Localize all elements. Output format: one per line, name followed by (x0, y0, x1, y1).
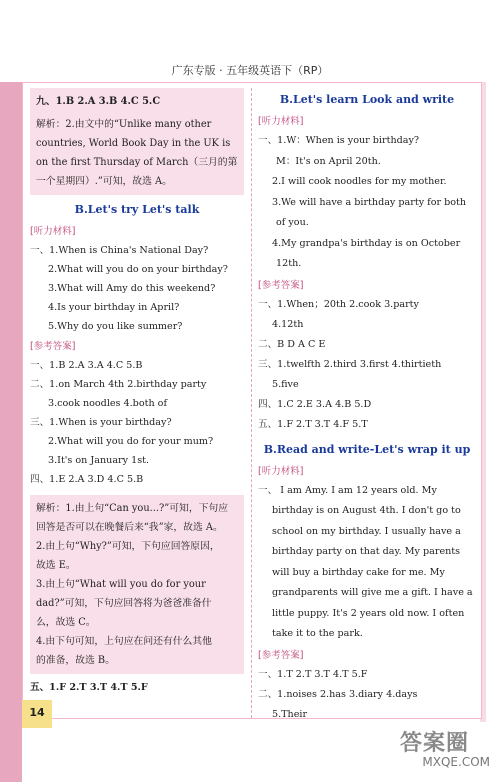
answer-label: [参考答案] (258, 649, 304, 661)
answer-line: 4.12th (272, 318, 304, 330)
answer-line: 一、1.When；20th 2.cook 3.party (258, 298, 419, 310)
explanation-line: 4.由下句可知，上句应在问还有什么其他 (36, 636, 212, 647)
explanation-line: 3.由上句“What will you do for your (36, 579, 206, 590)
passage-line: will buy a birthday cake for me. My (272, 566, 445, 578)
passage-line: little puppy. It's 2 years old now. I often (272, 607, 465, 619)
answer-nine: 九、1.B 2.A 3.B 4.C 5.C (36, 96, 161, 107)
explanation-line: 么，故选 C。 (36, 617, 96, 628)
listening-line: M：It's on April 20th. (276, 155, 381, 167)
answer-line: 二、B D A C E (258, 338, 326, 350)
left-column (30, 88, 244, 697)
listening-line: 5.Why do you like summer? (48, 321, 183, 332)
explanation-line: 2.由上句“Why?”可知，下句应回答原因， (36, 541, 220, 552)
answer-line: 二、1.on March 4th 2.birthday party (30, 379, 207, 390)
listening-line: 4.My grandpa's birthday is on October (272, 237, 461, 249)
answer-line: 三、1.When is your birthday? (30, 417, 172, 428)
answer-label: [参考答案] (258, 279, 304, 291)
answer-line: 二、1.noises 2.has 3.diary 4.days (258, 688, 418, 700)
section-title-lets-try: B.Let's try Let's talk (74, 203, 200, 216)
listening-line: 2.What will you do on your birthday? (48, 264, 228, 275)
passage-line: grandparents will give me a gift. I have a (272, 587, 473, 598)
passage-line: take it to the park. (272, 628, 363, 639)
explanation-line: countries, World Book Day in the UK is (36, 138, 231, 149)
listening-label: [听力材料] (258, 465, 304, 477)
listening-label: [听力材料] (258, 116, 304, 127)
section-title-lets-learn: B.Let's learn Look and write (279, 93, 455, 106)
explanation-line: 回答是否可以在晚餐后来“我”家，故选 A。 (36, 522, 223, 533)
page-header-title: 广东专版 · 五年级英语下（RP） (171, 64, 329, 77)
listening-line: of you. (276, 217, 309, 228)
explanation-box (30, 495, 244, 674)
explanation-line: 解析：1.由上句“Can you...?”可知，下句应 (36, 503, 229, 514)
listening-line: 一、1.When is China's National Day? (30, 245, 209, 256)
answer-line: 5.five (272, 378, 299, 390)
listening-line: 4.Is your birthday in April? (48, 302, 180, 313)
site-logo (400, 726, 494, 768)
answer-line: 五、1.F 2.T 3.T 4.F 5.T (258, 418, 368, 430)
passage-line: 一、 I am Amy. I am 12 years old. My (258, 484, 437, 496)
right-column (258, 88, 476, 725)
listening-line: 3.What will Amy do this weekend? (48, 283, 216, 294)
listening-line: 12th. (276, 258, 302, 269)
explanation-line: 故选 E。 (36, 560, 76, 571)
logo-main-text: 答案圈 (400, 731, 470, 756)
answer-line: 2.What will you do for your mum? (48, 436, 214, 447)
answer-line: 四、1.C 2.E 3.A 4.B 5.D (258, 398, 372, 410)
answer-line: 四、1.E 2.A 3.D 4.C 5.B (30, 474, 144, 485)
answer-line: 一、1.T 2.T 3.T 4.T 5.F (258, 668, 368, 680)
answer-nine-box (30, 88, 244, 195)
section-title-read-and-write: B.Read and write-Let's wrap it up (263, 442, 471, 456)
answer-five: 五、1.F 2.T 3.T 4.T 5.F (30, 682, 148, 693)
explanation-line: 一个星期四）.”可知，故选 A。 (36, 176, 172, 187)
passage-line: school on my birthday. I usually have a (272, 525, 461, 537)
listening-line: 2.I will cook noodles for my mother. (272, 176, 447, 187)
explanation-line: on the first Thursday of March（三月的第 (36, 157, 238, 168)
listening-line: 一、1.W：When is your birthday? (258, 135, 420, 146)
answer-line: 3.It's on January 1st. (48, 455, 150, 466)
logo-sub-text: MXQE.COM (422, 755, 490, 769)
page-number: 14 (22, 700, 52, 728)
answer-label: [参考答案] (30, 341, 76, 352)
passage-line: birthday party on that day. My parents (272, 546, 461, 557)
answer-line: 3.cook noodles 4.both of (48, 398, 168, 409)
listening-label: [听力材料] (30, 226, 76, 237)
explanation-line: 的准备，故选 B。 (36, 655, 115, 666)
explanation-line: 解析：2.由文中的“Unlike many other (36, 119, 212, 130)
passage-line: birthday is on August 4th. I don't go to (272, 505, 461, 516)
listening-line: 3.We will have a birthday party for both (272, 196, 467, 208)
answer-line: 一、1.B 2.A 3.A 4.C 5.B (30, 360, 143, 371)
answer-line: 三、1.twelfth 2.third 3.first 4.thirtieth (258, 358, 442, 370)
explanation-line: dad?”可知，下句应回答将为爸爸准备什 (36, 598, 212, 609)
column-divider (251, 88, 252, 718)
answer-line: 5.Their (272, 708, 308, 720)
left-side-band (0, 82, 22, 782)
